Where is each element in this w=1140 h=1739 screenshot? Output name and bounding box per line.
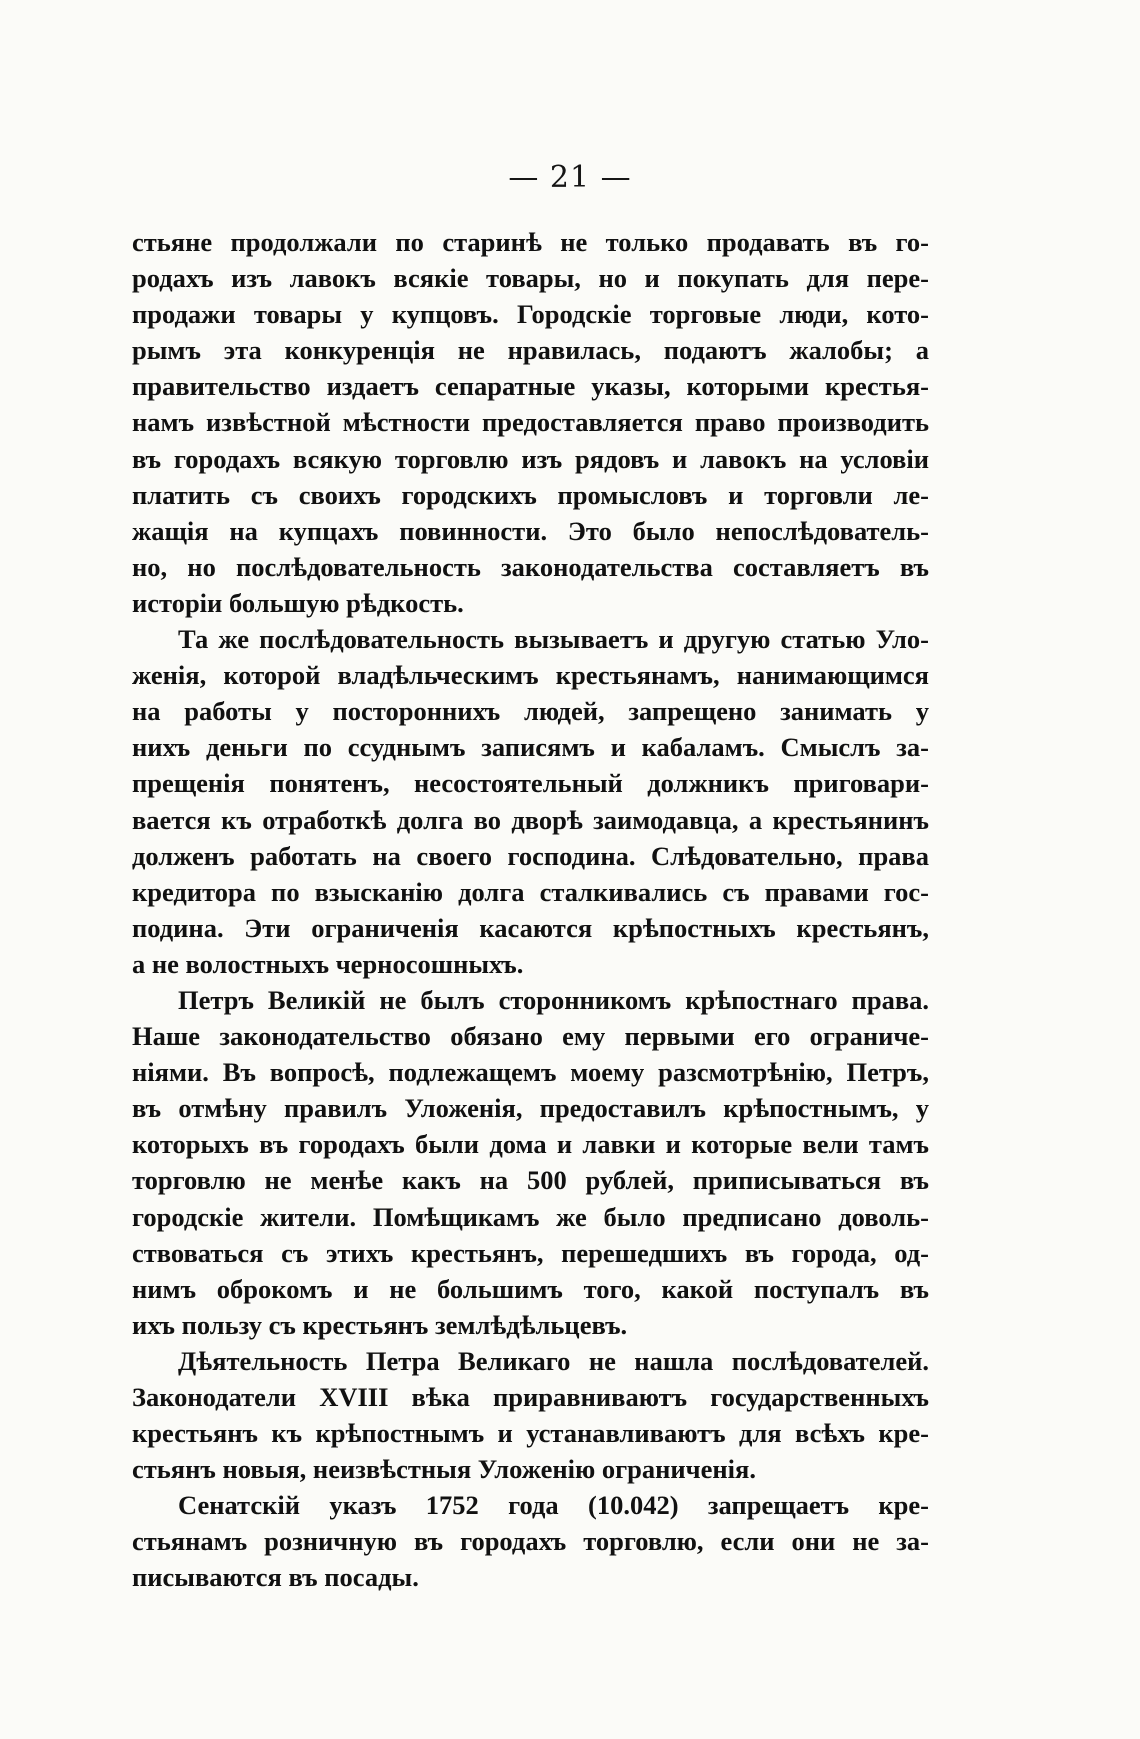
text-line: крестьянъ къ крѣпостнымъ и устанавливаютъ для всѣхъ кре-: [132, 1418, 929, 1449]
text-line: Наше законодательство обязано ему первыми его ограниче-: [132, 1021, 929, 1052]
text-line: ихъ пользу съ крестьянъ землѣдѣльцевъ.: [132, 1309, 628, 1340]
text-line: стьянъ новыя, неизвѣстныя Уложенію ограниченія.: [132, 1454, 756, 1485]
text-line: долженъ работать на своего господина. Слѣдовательно, права: [132, 840, 929, 871]
text-line: жащія на купцахъ повинности. Это было непослѣдователь-: [132, 515, 929, 546]
text-line: стьяне продолжали по старинѣ не только продавать въ го-: [132, 227, 929, 257]
text-line: торговлю не менѣе какъ на 500 рублей, приписываться въ: [132, 1165, 929, 1196]
text-line: въ отмѣну правилъ Уложенія, предоставилъ крѣпостнымъ, у: [132, 1093, 929, 1124]
text-line: родахъ изъ лавокъ всякіе товары, но и покупать для пере-: [132, 263, 929, 294]
text-line: Та же послѣдовательность вызываетъ и другую статью Уло-: [178, 624, 929, 655]
text-line: нимъ оброкомъ и не большимъ того, какой поступалъ въ: [132, 1273, 929, 1304]
text-line: ствоваться съ этихъ крестьянъ, перешедшихъ въ города, од-: [132, 1237, 929, 1268]
text-line: правительство издаетъ сепаратные указы, которыми крестья-: [132, 371, 929, 402]
text-line: Законодатели XVIII вѣка приравниваютъ государственныхъ: [132, 1382, 929, 1412]
text-line: которыхъ въ городахъ были дома и лавки и которые вели тамъ: [132, 1129, 929, 1160]
paragraph-3: [132, 982, 929, 1343]
text-line: нихъ деньги по ссуднымъ записямъ и кабаламъ. Смыслъ за-: [132, 732, 929, 763]
paragraph-1: [132, 224, 929, 621]
page-number: — 21 —: [508, 160, 632, 195]
text-line: городскіе жители. Помѣщикамъ же было предписано доволь-: [132, 1201, 929, 1232]
text-line: продажи товары у купцовъ. Городскіе торговые люди, кото-: [132, 299, 929, 330]
text-line: намъ извѣстной мѣстности предоставляется право производить: [132, 407, 929, 438]
text-line: писываются въ посады.: [132, 1562, 419, 1593]
text-line: въ городахъ всякую торговлю изъ рядовъ и лавокъ на условіи: [132, 443, 929, 474]
text-line: платить съ своихъ городскихъ промысловъ и торговли ле-: [132, 479, 929, 510]
text-line: но, но послѣдовательность законодательства составляетъ въ: [132, 551, 929, 582]
text-line: прещенія понятенъ, несостоятельный должникъ приговари-: [132, 768, 929, 799]
text-line: ніями. Въ вопросѣ, подлежащемъ моему разсмотрѣнію, Петръ,: [132, 1057, 929, 1088]
text-line: а не волостныхъ черносошныхъ.: [132, 948, 524, 979]
text-line: Петръ Великій не былъ сторонникомъ крѣпостнаго права.: [178, 984, 929, 1015]
paragraph-2: [132, 621, 929, 982]
text-line: стьянамъ розничную въ городахъ торговлю, если они не за-: [132, 1526, 929, 1557]
text-line: кредитора по взысканію долга сталкивались съ правами гос-: [132, 876, 929, 907]
paragraph-5: [132, 1487, 929, 1595]
text-line: Сенатскій указъ 1752 года (10.042) запрещаетъ кре-: [178, 1490, 929, 1521]
text-line: исторіи большую рѣдкость.: [132, 587, 464, 618]
text-line: рымъ эта конкуренція не нравилась, подаютъ жалобы; а: [132, 335, 929, 366]
text-line: подина. Эти ограниченія касаются крѣпостныхъ крестьянъ,: [132, 912, 929, 943]
text-line: на работы у постороннихъ людей, запрещено занимать у: [132, 696, 929, 727]
text-line: Дѣятельность Петра Великаго не нашла послѣдователей.: [178, 1345, 929, 1376]
text-line: вается къ отработкѣ долга во дворѣ заимодавца, а крестьянинъ: [132, 804, 929, 835]
text-line: женія, которой владѣльческимъ крестьянамъ, нанимающимся: [132, 660, 929, 691]
body-text: [132, 224, 929, 1596]
paragraph-4: [132, 1343, 929, 1487]
